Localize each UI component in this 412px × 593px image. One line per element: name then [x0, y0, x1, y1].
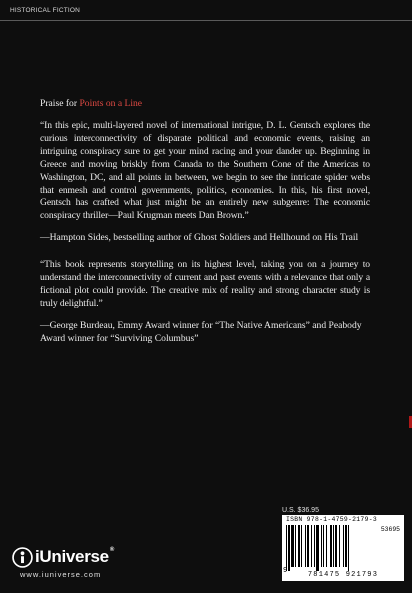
barcode-bar [348, 525, 349, 571]
barcode-bar [343, 525, 344, 567]
barcode-bar [335, 525, 337, 567]
top-divider [0, 20, 412, 21]
barcode-digits: 781475 921793 [294, 571, 392, 580]
publisher-logo [12, 546, 114, 568]
barcode-bars [286, 525, 374, 571]
isbn-barcode [282, 515, 404, 581]
barcode-bar [326, 525, 327, 567]
barcode-bar [333, 525, 334, 567]
praise-heading [40, 98, 370, 109]
barcode-bar [316, 525, 319, 571]
blurb-attribution-2: —George Burdeau, Emmy Award winner for “The Native Americans” and Peabody Award winner for “Surviving Columbus” [40, 319, 362, 344]
blurb-quote-1: “In this epic, multi-layered novel of international intrigue, D. L. Gentsch explores the curious interconnectivity of disparate political and economic events, raising an intriguing conspiracy sure to get your mind racing and your dander up. Beginning in Greece and moving briskly from Canada to the Southern Cone of the Americas to Washington, DC, and all points in between, we begin to see the intricate spider webs that enmesh and control governments, politics, economies. In this, his first novel, Gentsch has crafted what just might be an entirely new subgenre: The economic conspiracy thriller—Paul Krugman meets Dan Brown.” [40, 120, 370, 222]
barcode-bar [286, 525, 287, 571]
back-cover-text [40, 98, 370, 360]
genre-label: HISTORICAL FICTION [10, 7, 81, 14]
blurb-quote-2: “This book represents storytelling on its highest level, taking you on a journey to understand the interconnectivity of current and past events with a relevance that only a fictional plot could provide. The creative mix of reality and strong character study is truly delightful.” [40, 259, 370, 309]
publisher-name: iUniverse® [35, 547, 114, 566]
barcode-bar [311, 525, 312, 567]
barcode-bar [339, 525, 340, 567]
barcode-bar [295, 525, 296, 567]
price-label: U.S. $36.95 [282, 507, 319, 514]
barcode-bar [323, 525, 324, 567]
barcode-bar [298, 525, 300, 567]
praise-prefix: Praise for [40, 98, 80, 109]
blurb-attribution-1: —Hampton Sides, bestselling author of Ghost Soldiers and Hellhound on His Trail [40, 232, 359, 244]
barcode-bar [345, 525, 347, 567]
barcode-digit-first: 9 [283, 567, 288, 575]
publisher-website: www.iuniverse.com [20, 570, 102, 579]
barcode-bar [307, 525, 309, 567]
price-code: 53695 [380, 526, 400, 533]
barcode-bar [305, 525, 306, 567]
barcode-bar [288, 525, 290, 571]
barcode-bar [291, 525, 294, 567]
barcode-bar [330, 525, 332, 567]
barcode-bar [321, 525, 322, 567]
isbn-label: ISBN 978-1-4759-2179-3 [286, 516, 377, 523]
barcode-bar [301, 525, 302, 567]
barcode-bar [314, 525, 315, 567]
iuniverse-logo-icon [12, 547, 33, 568]
book-title: Points on a Line [79, 98, 143, 109]
